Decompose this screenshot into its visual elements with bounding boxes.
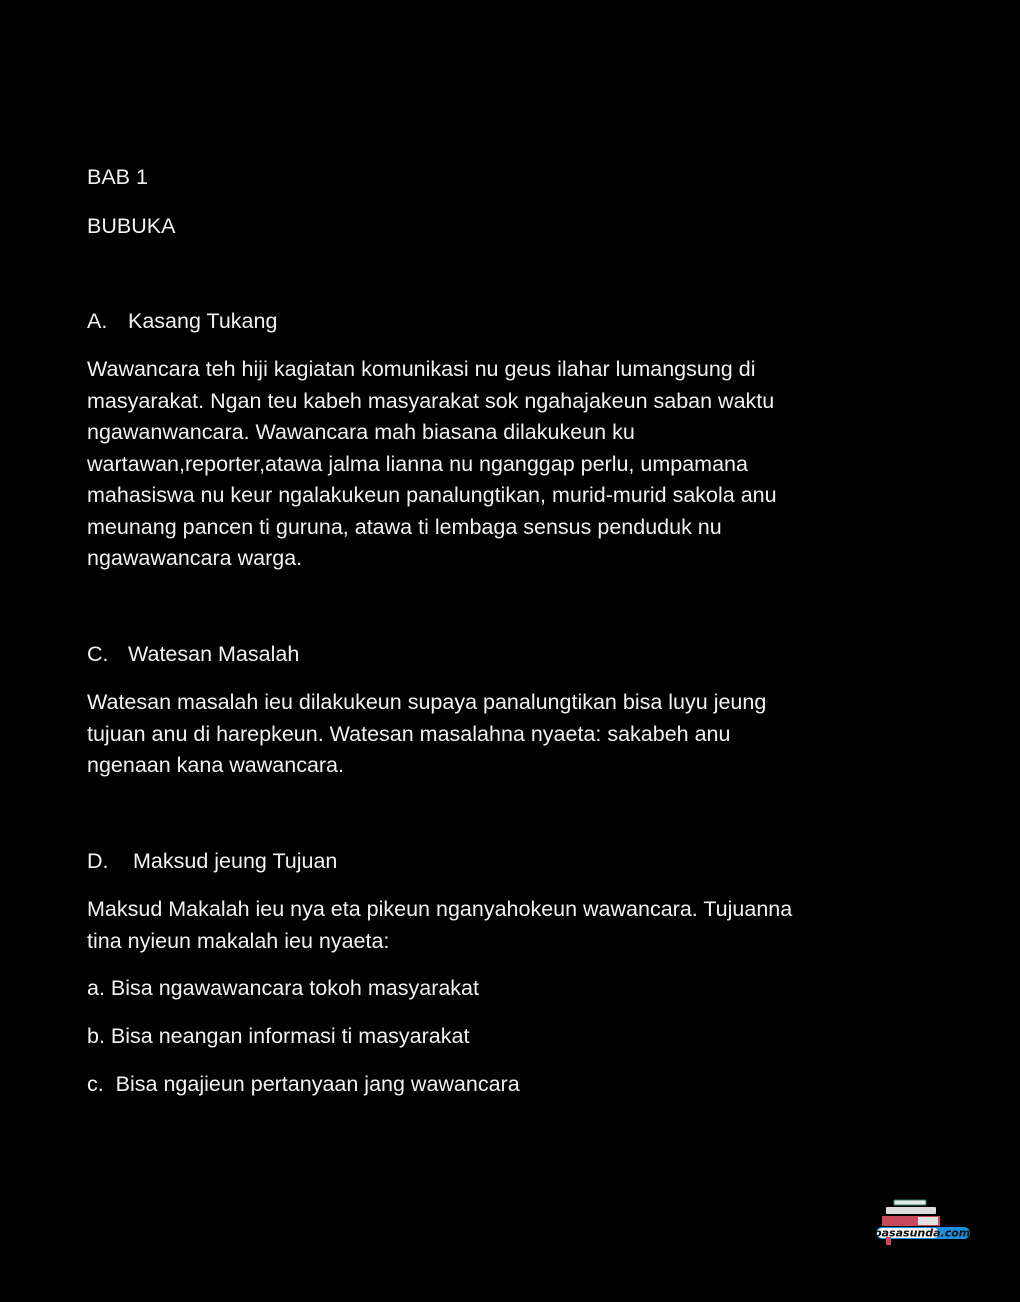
section-c-heading [87, 639, 947, 671]
basasunda-logo [874, 1198, 974, 1246]
paragraph-line: masyarakat. Ngan teu kabeh masyarakat sok ngahajakeun saban waktu [87, 388, 775, 413]
paragraph-line: Wawancara teh hiji kagiatan komunikasi nu geus ilahar lumangsung di [87, 357, 756, 381]
paragraph-line: ngenaan kana wawancara. [87, 753, 344, 777]
section-d-heading [87, 846, 947, 878]
section-a-heading [87, 306, 947, 338]
section-d-paragraph [87, 894, 947, 957]
list-item: a. Bisa ngawawancara tokoh masyarakat [87, 976, 479, 1000]
paragraph-line: ngawanwancara. Wawancara mah biasana dilakukeun ku [87, 420, 635, 444]
section-title: Watesan Masalah [128, 642, 300, 666]
paragraph-line: meunang pancen ti guruna, atawa ti lembaga sensus penduduk nu [87, 514, 722, 539]
list-item: b. Bisa neangan informasi ti masyarakat [87, 1024, 470, 1048]
paragraph-line: Watesan masalah ieu dilakukeun supaya panalungtikan bisa luyu jeung [87, 690, 767, 714]
list-item: c. Bisa ngajieun pertanyaan jang wawancara [87, 1072, 520, 1096]
paragraph-line: wartawan,reporter,atawa jalma lianna nu nganggap perlu, umpamana [87, 451, 748, 476]
chapter-title: BUBUKA [87, 214, 176, 238]
paragraph-line: tina nyieun makalah ieu nyaeta: [87, 928, 390, 953]
chapter-label: BAB 1 [87, 165, 148, 189]
section-number: C. [87, 642, 109, 666]
section-title: Maksud jeung Tujuan [133, 849, 338, 873]
svg-text:basasunda.com: basasunda.com [874, 1226, 971, 1240]
paragraph-line: Maksud Makalah ieu nya eta pikeun nganyahokeun wawancara. Tujuanna [87, 897, 793, 921]
paragraph-line: tujuan anu di harepkeun. Watesan masalahna nyaeta: sakabeh anu [87, 721, 731, 746]
section-title: Kasang Tukang [128, 309, 278, 333]
paragraph-line: ngawawancara warga. [87, 546, 303, 570]
paragraph-line: mahasiswa nu keur ngalakukeun panalungtikan, murid-murid sakola anu [87, 483, 777, 507]
section-a-paragraph [87, 354, 947, 575]
section-number: D. [87, 849, 109, 873]
section-number: A. [87, 309, 108, 333]
section-c-paragraph [87, 687, 947, 782]
